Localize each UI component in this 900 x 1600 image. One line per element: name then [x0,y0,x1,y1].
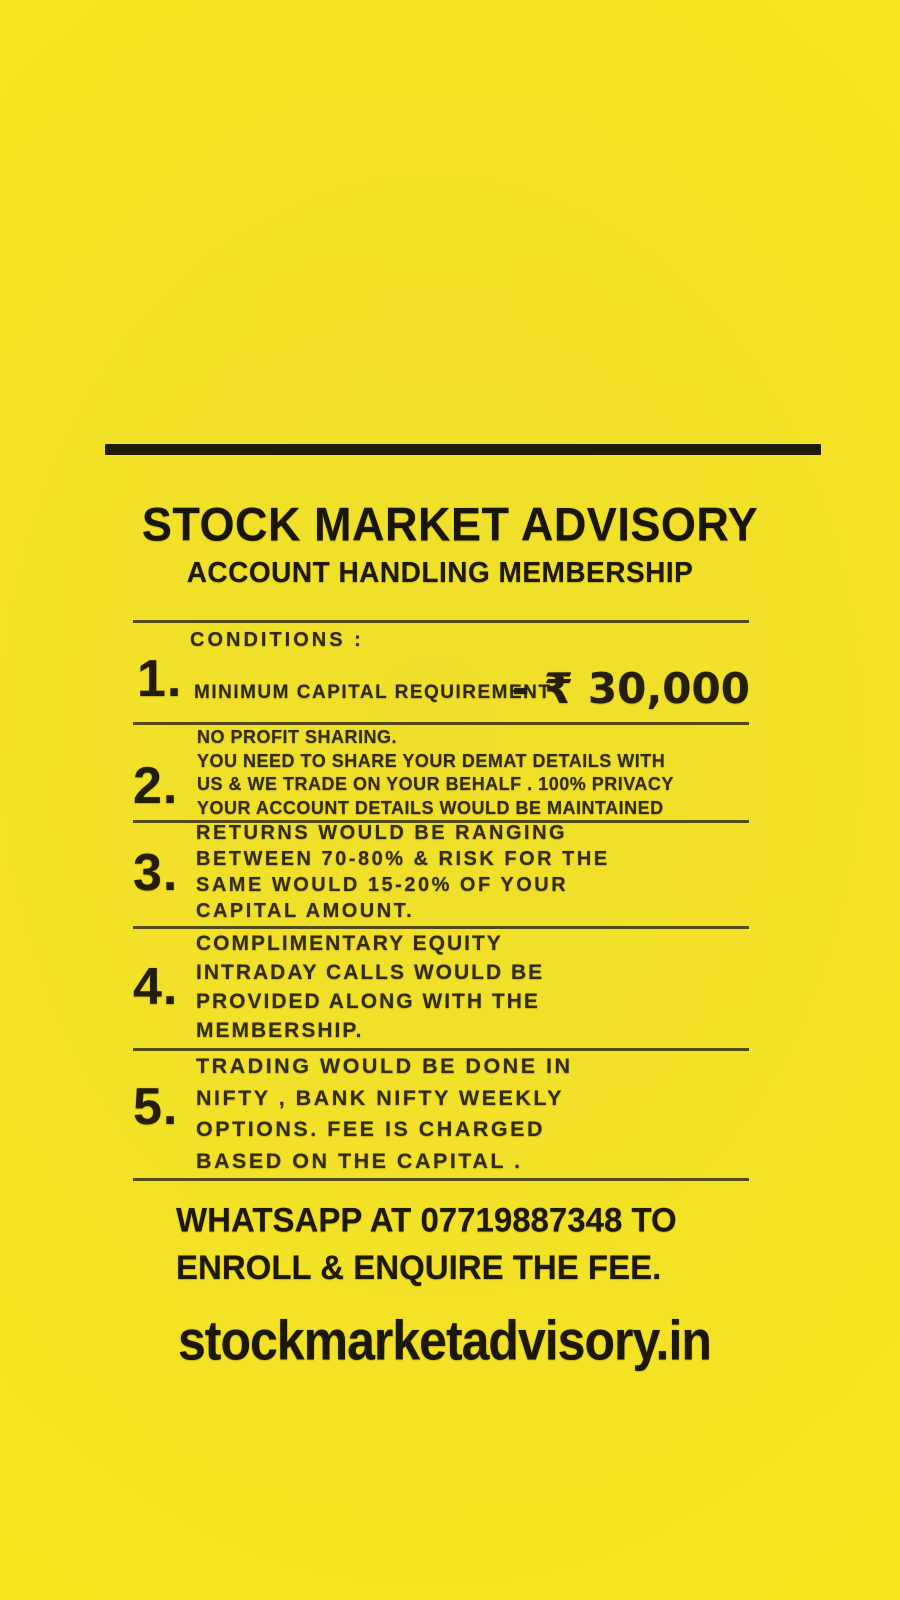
item-2-text [197,726,674,820]
separator [133,620,749,623]
page-title: STOCK MARKET ADVISORY [141,497,759,552]
item-2-line-3: US & WE TRADE ON YOUR BEHALF . 100% PRIVACY [197,774,674,794]
separator [133,1178,749,1181]
item-2-line-1: NO PROFIT SHARING. [197,727,398,747]
item-3-line-2: BETWEEN 70-80% & RISK FOR THE [196,848,610,870]
conditions-label: CONDITIONS : [190,629,364,651]
item-1-price: - ₹ 30,000 [512,664,750,713]
item-5-line-4: BASED ON THE CAPITAL . [196,1148,523,1173]
whatsapp-cta-line-1: WHATSAPP AT 07719887348 TO [176,1200,677,1240]
item-5-text [196,1051,573,1177]
item-1-label: MINIMUM CAPITAL REQUIREMENT [194,682,552,703]
separator [133,722,749,725]
item-2-line-2: YOU NEED TO SHARE YOUR DEMAT DETAILS WITH [197,750,666,771]
item-4-text [196,929,544,1045]
item-5-line-2: NIFTY , BANK NIFTY WEEKLY [196,1085,564,1110]
page-subtitle: ACCOUNT HANDLING MEMBERSHIP [186,556,694,589]
whatsapp-cta [176,1196,677,1291]
item-number-2: 2. [133,757,179,815]
item-3-line-4: CAPITAL AMOUNT. [196,900,415,922]
item-5-line-3: OPTIONS. FEE IS CHARGED [196,1117,545,1141]
item-number-5: 5. [133,1078,179,1136]
item-4-line-4: MEMBERSHIP. [196,1019,364,1042]
item-3-text [196,820,610,924]
item-5-line-1: TRADING WOULD BE DONE IN [196,1054,573,1078]
item-4-line-1: COMPLIMENTARY EQUITY [196,932,503,955]
item-number-4: 4. [133,958,179,1016]
item-number-3: 3. [133,844,179,902]
item-4-line-3: PROVIDED ALONG WITH THE [196,990,540,1013]
whatsapp-cta-line-2: ENROLL & ENQUIRE THE FEE. [176,1247,662,1287]
website-url: stockmarketadvisory.in [178,1309,711,1372]
top-rule [105,444,821,455]
item-number-1: 1. [137,650,183,708]
item-4-line-2: INTRADAY CALLS WOULD BE [196,961,545,984]
item-3-line-3: SAME WOULD 15-20% OF YOUR [196,874,569,896]
item-3-line-1: RETURNS WOULD BE RANGING [196,822,568,844]
item-2-line-4: YOUR ACCOUNT DETAILS WOULD BE MAINTAINED [197,797,664,818]
